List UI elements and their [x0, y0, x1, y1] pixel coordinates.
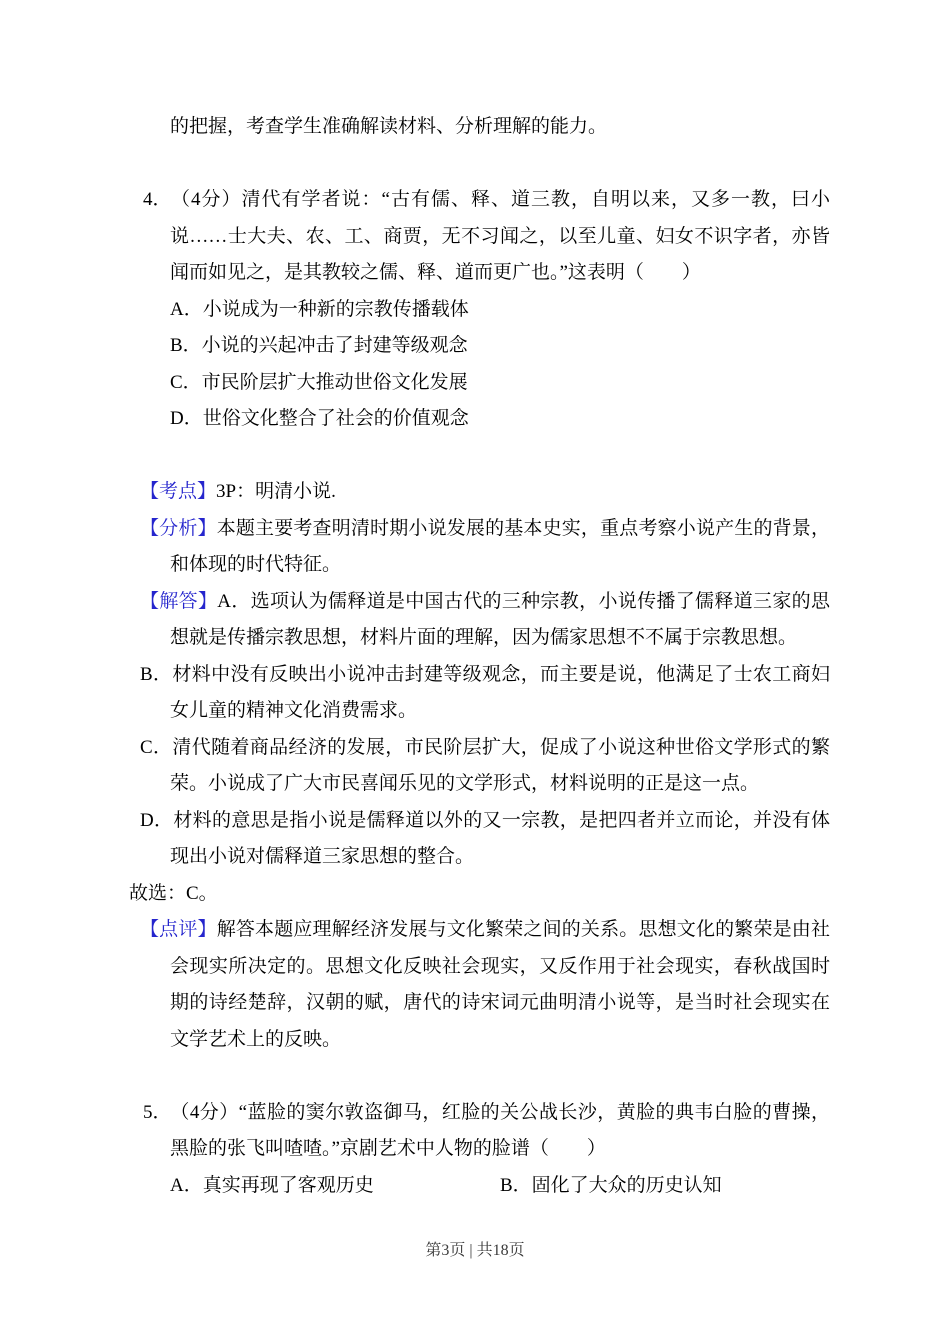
dianping-label: 【点评】 [140, 919, 217, 940]
jieda-label: 【解答】 [140, 590, 218, 612]
fenxi-paragraph [140, 511, 830, 584]
question-4-number: 4． [143, 189, 172, 210]
spacer [0, 1058, 950, 1095]
fenxi-label: 【分析】 [140, 517, 217, 539]
jieda-text-a: A．选项认为儒释道是中国古代的三种宗教，小说传播了儒释道三家的思想就是传播宗教思想，材料片面的理解，因为儒家思想不不属于宗教思想。 [170, 590, 830, 648]
jieda-paragraph-d [140, 803, 830, 876]
jieda-paragraph-b [140, 657, 830, 730]
question-5-option-b: B．固化了大众的历史认知 [500, 1174, 722, 1196]
question-4-option-c [170, 365, 830, 402]
question-5-option-a: A．真实再现了客观历史 [170, 1174, 374, 1196]
option-d-text: D．世俗文化整合了社会的价值观念 [170, 408, 469, 429]
question-5-options-row [170, 1168, 830, 1205]
option-b-text: B．小说的兴起冲击了封建等级观念 [170, 335, 468, 356]
answer-conclusion [129, 876, 830, 913]
option-a-text: A．小说成为一种新的宗教传播载体 [170, 298, 469, 320]
question-4-text: （4分）清代有学者说：“古有儒、释、道三教，自明以来，又多一教，曰小说……士大夫、农、工、商贾，无不习闻之，以至儿童、妇女不识字者，亦皆闻而如见之，是其教较之儒、释、道而更广也。”这表明（ ） [170, 189, 830, 283]
question-5-stem [143, 1095, 830, 1168]
fenxi-text: 本题主要考查明清时期小说发展的基本史实，重点考察小说产生的背景，和体现的时代特征。 [170, 517, 830, 575]
kaodian-label: 【考点】 [140, 481, 217, 502]
question-4-option-d [170, 401, 830, 438]
jieda-text-d: D．材料的意思是指小说是儒释道以外的又一宗教，是把四者并立而论，并没有体现出小说对儒释道三家思想的整合。 [140, 809, 830, 867]
dianping-text: 解答本题应理解经济发展与文化繁荣之间的关系。思想文化的繁荣是由社会现实所决定的。思想文化反映社会现实，又反作用于社会现实，春秋战国时期的诗经楚辞，汉朝的赋，唐代的诗宋词元曲明清小说等，是当时社会现实在文学艺术上的反映。 [170, 919, 830, 1050]
page-number-text: 第3页 | 共18页 [425, 1242, 525, 1259]
question-4-stem [143, 182, 830, 292]
page-footer [0, 1240, 950, 1262]
kaodian-paragraph [140, 474, 830, 511]
kaodian-text: 3P：明清小说. [216, 481, 336, 502]
intro-text: 的把握，考查学生准确解读材料、分析理解的能力。 [170, 116, 608, 137]
jieda-paragraph-a [140, 584, 830, 657]
spacer [0, 146, 950, 183]
question-5-number: 5． [143, 1101, 172, 1123]
jieda-text-b: B．材料中没有反映出小说冲击封建等级观念，而主要是说，他满足了士农工商妇女儿童的精神文化消费需求。 [140, 663, 830, 721]
page-content [0, 109, 950, 1204]
option-c-text: C．市民阶层扩大推动世俗文化发展 [170, 371, 468, 393]
intro-continuation-line [170, 109, 830, 146]
conclusion-text: 故选：C。 [129, 882, 218, 904]
question-4-option-a [170, 292, 830, 329]
question-4-option-b [170, 328, 830, 365]
jieda-text-c: C．清代随着商品经济的发展，市民阶层扩大，促成了小说这种世俗文学形式的繁荣。小说成了广大市民喜闻乐见的文学形式，材料说明的正是这一点。 [140, 736, 830, 794]
dianping-paragraph [140, 912, 830, 1058]
question-5-text: （4分）“蓝脸的窦尔敦盗御马，红脸的关公战长沙，黄脸的典韦白脸的曹操，黑脸的张飞叫喳喳。”京剧艺术中人物的脸谱（ ） [170, 1101, 830, 1159]
jieda-paragraph-c [140, 730, 830, 803]
spacer [0, 438, 950, 475]
